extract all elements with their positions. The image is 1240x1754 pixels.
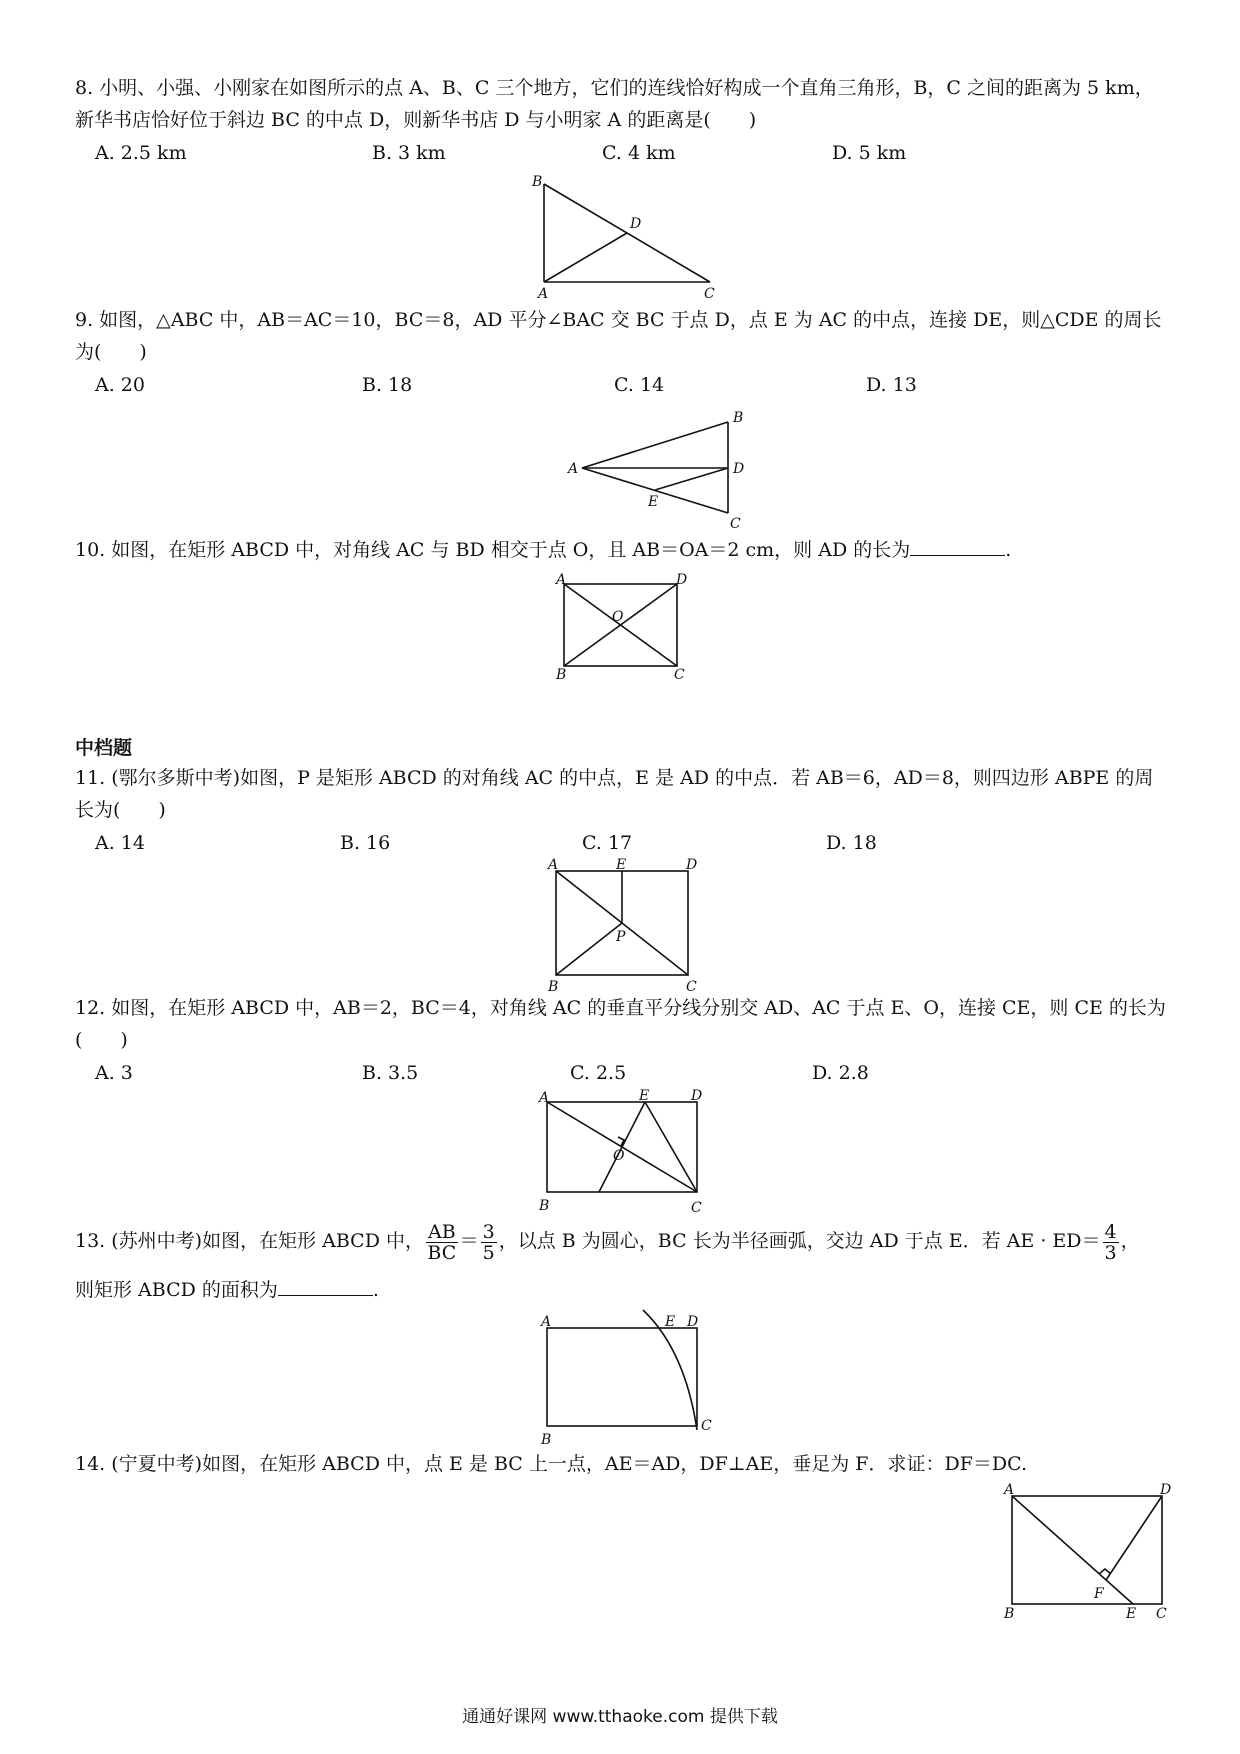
q11-label-p: P bbox=[616, 929, 626, 945]
q9-option-d: D. 13 bbox=[866, 374, 917, 396]
q9-option-b: B. 18 bbox=[362, 374, 413, 396]
q12-figure bbox=[535, 1088, 715, 1218]
q13-label-c: C bbox=[701, 1418, 712, 1434]
q12-label-e: E bbox=[639, 1088, 650, 1104]
q10-end: . bbox=[1005, 539, 1012, 561]
q10-text: 10. 如图，在矩形 ABCD 中，对角线 AC 与 BD 相交于点 O，且 AB＝OA＝2 cm，则 AD 的长为 bbox=[75, 539, 911, 561]
q10-label-c: C bbox=[674, 667, 685, 683]
question-14-text: 14. (宁夏中考)如图，在矩形 ABCD 中，点 E 是 BC 上一点，AE＝AD，DF⊥AE，垂足为 F．求证：DF＝DC. bbox=[75, 1453, 1028, 1475]
q8-label-d: D bbox=[630, 216, 642, 232]
q11-label-a: A bbox=[548, 857, 559, 873]
q14-label-b: B bbox=[1004, 1606, 1015, 1622]
q11-option-b: B. 16 bbox=[340, 832, 391, 854]
q13-label-d: D bbox=[687, 1314, 699, 1330]
question-10-text bbox=[75, 534, 1170, 566]
q8-figure bbox=[520, 170, 720, 300]
q14-label-a: A bbox=[1004, 1482, 1015, 1498]
q10-label-a: A bbox=[556, 572, 567, 588]
q9-option-c: C. 14 bbox=[614, 374, 665, 396]
q9-label-c: C bbox=[730, 516, 741, 532]
q8-option-c: C. 4 km bbox=[602, 142, 676, 164]
q10-figure bbox=[550, 570, 700, 683]
q13-answer-blank[interactable] bbox=[278, 1277, 373, 1296]
q8-label-a: A bbox=[538, 286, 549, 302]
q14-figure bbox=[998, 1478, 1178, 1622]
q13-label-a: A bbox=[541, 1314, 552, 1330]
q12-option-d: D. 2.8 bbox=[812, 1062, 869, 1084]
q13-label-b: B bbox=[541, 1432, 552, 1448]
q11-label-b: B bbox=[548, 979, 559, 995]
q12-label-d: D bbox=[691, 1088, 703, 1104]
q10-label-o: O bbox=[612, 609, 624, 625]
q8-label-c: C bbox=[704, 286, 715, 302]
q13-label-e: E bbox=[665, 1314, 676, 1330]
page-footer: 通通好课网 www.tthaoke.com 提供下载 bbox=[462, 1707, 778, 1727]
q14-label-c: C bbox=[1156, 1606, 1167, 1622]
question-13-text bbox=[75, 1218, 1170, 1264]
q14-label-e: E bbox=[1126, 1606, 1137, 1622]
q13-part1: 13. (苏州中考)如图，在矩形 ABCD 中， bbox=[75, 1230, 424, 1252]
question-12-text: 12. 如图，在矩形 ABCD 中，AB＝2，BC＝4，对角线 AC 的垂直平分线分别交 AD、AC 于点 E、O，连接 CE，则 CE 的长为( ) bbox=[75, 997, 1166, 1051]
q12-label-a: A bbox=[539, 1090, 550, 1106]
question-8-text: 8. 小明、小强、小刚家在如图所示的点 A、B、C 三个地方，它们的连线恰好构成一个直角三角形，B，C 之间的距离为 5 km，新华书店恰好位于斜边 BC 的中点 D，则新华书店 D 与小明家 A 的距离是( ) bbox=[75, 77, 1154, 131]
q11-label-c: C bbox=[686, 979, 697, 995]
q11-label-e: E bbox=[616, 857, 627, 873]
q8-label-b: B bbox=[532, 174, 543, 190]
q13-ratio-fraction: $\frac{AB}{BC}$ bbox=[427, 1220, 457, 1264]
q13-part3: ， bbox=[1120, 1230, 1140, 1252]
q9-label-e: E bbox=[648, 494, 659, 510]
q9-label-b: B bbox=[733, 410, 744, 426]
q9-label-d: D bbox=[733, 461, 745, 477]
q10-label-d: D bbox=[676, 572, 688, 588]
q12-label-o: O bbox=[613, 1148, 625, 1164]
question-13-line2: 则矩形 ABCD 的面积为 . bbox=[75, 1279, 379, 1301]
q14-label-d: D bbox=[1160, 1482, 1172, 1498]
q12-label-c: C bbox=[691, 1200, 702, 1216]
q14-label-f: F bbox=[1094, 1586, 1104, 1602]
q13-value-fraction: $\frac{3}{5}$ bbox=[482, 1220, 495, 1264]
q8-option-a: A. 2.5 km bbox=[95, 142, 187, 164]
question-9-text: 9. 如图，△ABC 中，AB＝AC＝10，BC＝8，AD 平分∠BAC 交 BC 于点 D，点 E 为 AC 的中点，连接 DE，则△CDE 的周长为( ) bbox=[75, 309, 1162, 363]
q13-equals: ＝ bbox=[459, 1230, 479, 1252]
q11-option-a: A. 14 bbox=[95, 832, 145, 854]
q11-option-c: C. 17 bbox=[582, 832, 633, 854]
q12-option-c: C. 2.5 bbox=[570, 1062, 627, 1084]
q10-answer-blank[interactable] bbox=[910, 537, 1005, 556]
q13-product-fraction: $\frac{4}{3}$ bbox=[1104, 1220, 1117, 1264]
q10-label-b: B bbox=[556, 667, 567, 683]
q12-option-a: A. 3 bbox=[95, 1062, 133, 1084]
question-11-text: 11. (鄂尔多斯中考)如图，P 是矩形 ABCD 的对角线 AC 的中点，E 是 AD 的中点．若 AB＝6，AD＝8，则四边形 ABPE 的周长为( ) bbox=[75, 767, 1154, 821]
q13-part2: ，以点 B 为圆心，BC 长为半径画弧，交边 AD 于点 E．若 AE · ED＝ bbox=[498, 1230, 1101, 1252]
q8-option-d: D. 5 km bbox=[832, 142, 907, 164]
q9-label-a: A bbox=[568, 461, 579, 477]
q11-option-d: D. 18 bbox=[826, 832, 877, 854]
q11-figure bbox=[540, 855, 710, 995]
q9-figure bbox=[560, 400, 760, 530]
q11-label-d: D bbox=[686, 857, 698, 873]
q8-option-b: B. 3 km bbox=[372, 142, 446, 164]
q9-option-a: A. 20 bbox=[95, 374, 145, 396]
q12-option-b: B. 3.5 bbox=[362, 1062, 419, 1084]
q12-label-b: B bbox=[539, 1198, 550, 1214]
q13-figure bbox=[535, 1310, 715, 1448]
section-heading: 中档题 bbox=[75, 737, 133, 759]
